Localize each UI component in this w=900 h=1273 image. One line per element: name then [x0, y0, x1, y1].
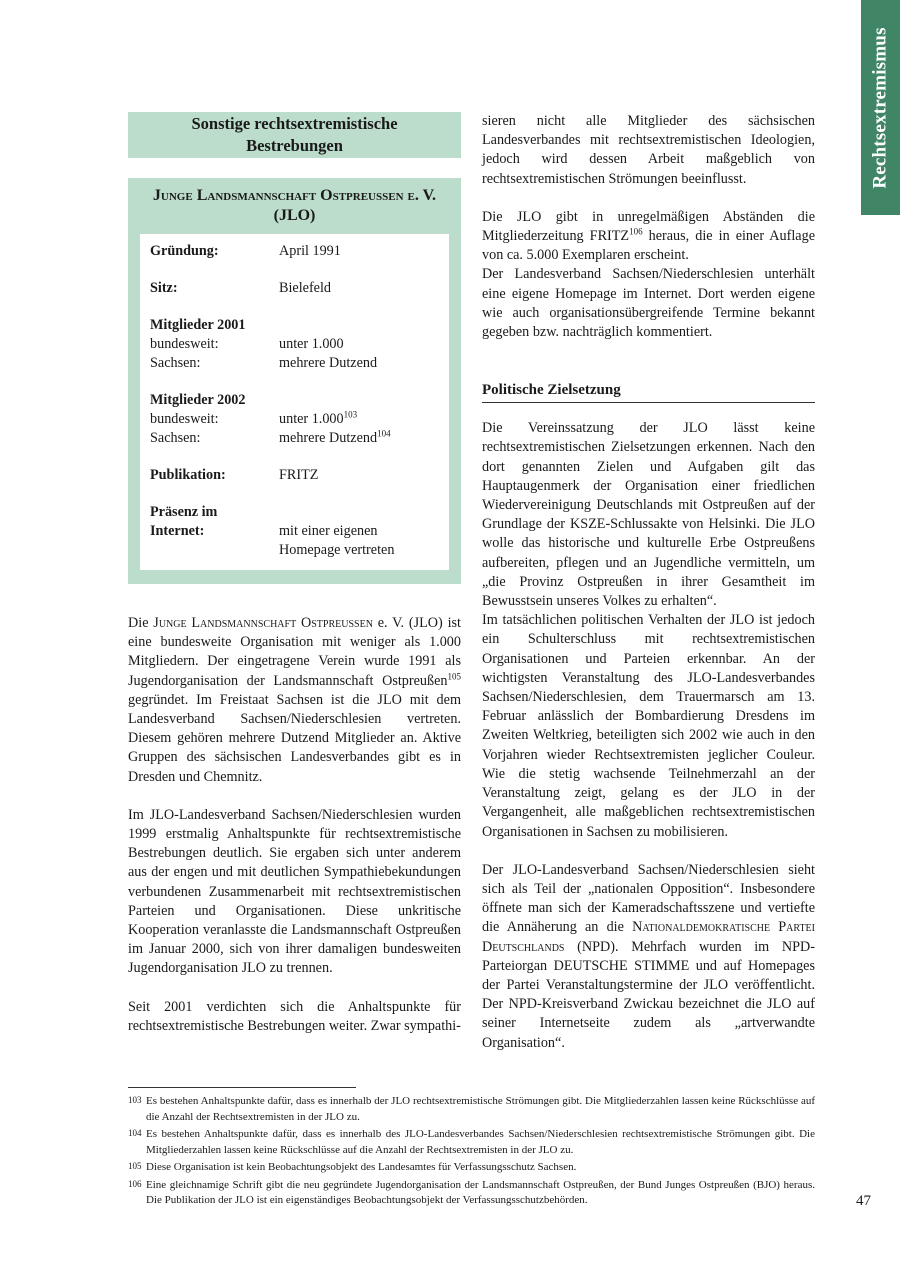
page-number: 47 — [856, 1193, 871, 1209]
footnote-106 — [128, 1178, 815, 1209]
footnote-ref-106[interactable]: 106 — [629, 226, 643, 237]
right-p6-b: (NPD). Mehrfach wurden im NPD-Parteiorgan DEUTSCHE STIMME und auf Homepages der Partei Veranstaltungstermine der JLO veröffentlicht. Der NPD-Kreisverband Zwickau bezeichnet die JLO auf seiner Internetseite zudem als „artverwandte Organisation“. — [482, 938, 815, 1051]
members-2002-label: Mitglieder 2002 — [150, 392, 246, 408]
seat-value: Bielefeld — [279, 280, 331, 296]
left-paragraph-1 — [128, 614, 461, 787]
internet-value — [279, 522, 439, 560]
right-p2-a: Die JLO gibt in unregelmäßigen Abständen die Mitgliederzeitung FRITZ — [482, 208, 815, 245]
members-2002-saxony-value — [279, 429, 439, 448]
members-2001-federal-label: bundesweit: — [150, 336, 219, 352]
footnote-number: 103 — [128, 1095, 142, 1105]
members-2002-federal-text: unter 1.000 — [279, 411, 344, 427]
left-p1-a: Die — [128, 615, 154, 631]
left-p1-org: Junge Landsmannschaft Ostpreußen — [153, 615, 373, 631]
members-2002-federal-row — [150, 410, 439, 429]
footnote-105 — [128, 1160, 815, 1176]
footnotes — [128, 1087, 815, 1211]
infobox-title — [140, 186, 449, 226]
infobox-title-line1: Junge Landsmannschaft Ostpreußen e. V. — [152, 187, 437, 204]
members-2001-label: Mitglieder 2001 — [150, 317, 246, 333]
publication-row — [150, 466, 439, 485]
section-heading-line1: Sonstige rechtsextremistische — [191, 114, 398, 133]
founding-value: April 1991 — [279, 243, 341, 259]
left-paragraph-3: Seit 2001 verdichten sich die Anhaltspunkte für rechtsextremistische Bestrebungen weiter. Zwar sympathi- — [128, 998, 461, 1034]
right-paragraph-1: sieren nicht alle Mitglieder des sächsischen Landesverbandes mit rechtsextremistischen Ideologien, jedoch wird dessen Arbeit maßgeblich von rechtsextremistischen Strömungen beeinflusst. — [482, 113, 815, 187]
internet-value-line2: Homepage vertreten — [279, 542, 395, 558]
right-paragraph-5: Im tatsächlichen politischen Verhalten der JLO ist jedoch ein Schulterschluss mit rechtsextremistischen Organisationen und Parteien erkennbar. An der wichtigsten Veranstaltung des JLO-Landesverbandes Sachsen/Niederschlesien, dem Trauermarsch am 13. Februar anlässlich der Bombardierung Dresdens im Zweiten Weltkrieg, beteiligten sich 2002 wie auch in den Vorjahren wieder Rechtsextremisten jeglicher Couleur. Wie die stetig wachsende Teilnehmerzahl an der Veranstaltung zeigt, gelang es der JLO in der Vergangenheit, alle maßgeblichen rechtsextremistischen Organisationen in Sachsen zu mobilisieren. — [482, 612, 815, 840]
members-2002-federal-label: bundesweit: — [150, 411, 219, 427]
section-heading — [128, 112, 461, 158]
footnote-103 — [128, 1094, 815, 1125]
publication-value: FRITZ — [279, 467, 319, 483]
members-2002-federal-value — [279, 410, 439, 429]
internet-value-line1: mit einer eigenen — [279, 523, 378, 539]
side-tab-label: Rechtsextremismus — [869, 26, 891, 189]
right-paragraph-2 — [482, 208, 815, 266]
publication-label: Publikation: — [150, 467, 226, 483]
members-2001-federal-row — [150, 335, 439, 354]
right-paragraph-3: Der Landesverband Sachsen/Niederschlesien unterhält eine eigene Homepage im Internet. Dort werden eigene wie auch organisationsübergreifende Termine bekannt gegeben bzw. nachträglich kommentiert. — [482, 266, 815, 341]
section-heading-line2: Bestrebungen — [246, 136, 343, 155]
founding-label: Gründung: — [150, 243, 219, 259]
internet-label-line1: Präsenz im — [150, 504, 218, 520]
footnote-ref-103[interactable]: 103 — [343, 409, 358, 420]
members-2001-federal-value: unter 1.000 — [279, 336, 344, 352]
side-tab — [861, 0, 900, 215]
footnote-text: Diese Organisation ist kein Beobachtungsobjekt des Landesamtes für Verfassungsschutz Sachsen. — [146, 1161, 577, 1173]
footnote-text: Es bestehen Anhaltspunkte dafür, dass es innerhalb des JLO-Landesverbandes Sachsen/Niederschlesien rechtsextremistische Strömungen gibt. Die Mitgliederzahlen lassen keine Rückschlüsse auf die Anzahl der Rechtsextremisten in der JLO zu. — [146, 1128, 815, 1156]
footnote-number: 106 — [128, 1178, 142, 1189]
internet-label-line2: Internet: — [150, 523, 205, 539]
footnote-ref-104[interactable]: 104 — [377, 428, 391, 439]
footnote-number: 105 — [128, 1161, 142, 1171]
right-paragraph-6 — [482, 861, 815, 1053]
organization-infobox — [128, 178, 461, 584]
footnote-ref-105[interactable]: 105 — [447, 670, 461, 681]
members-2001-saxony-row — [150, 354, 439, 373]
internet-row — [150, 522, 439, 560]
footnote-number: 104 — [128, 1128, 142, 1138]
left-column — [128, 112, 461, 1036]
members-2001-saxony-label: Sachsen: — [150, 355, 201, 371]
members-2001-saxony-value: mehrere Dutzend — [279, 355, 378, 371]
infobox-title-line2: (JLO) — [273, 207, 316, 224]
seat-row — [150, 279, 439, 298]
seat-label: Sitz: — [150, 280, 178, 296]
members-2002-saxony-row — [150, 429, 439, 448]
political-goals-heading: Politische Zielsetzung — [482, 380, 815, 403]
right-column — [482, 112, 815, 1053]
footnote-rule — [128, 1087, 356, 1088]
footnote-104 — [128, 1127, 815, 1158]
footnote-text: Es bestehen Anhaltspunkte dafür, dass es innerhalb der JLO rechtsextremistische Strömungen gibt. Die Mitgliederzahlen lassen keine Rückschlüsse auf die Anzahl der Rechtsextremisten in der JLO zu. — [146, 1095, 815, 1123]
right-p6-org: Nationaldemokratische Partei Deutschlands — [482, 919, 815, 955]
members-2002-saxony-text: mehrere Dutzend — [279, 430, 378, 446]
right-p6-a: Der JLO-Landesverband Sachsen/Niederschlesien sieht sich als Teil der „nationalen Opposition“. Insbesondere öffnete man sich der Kameradschaftsszene und vertiefte die Annäherung an die — [482, 861, 815, 936]
left-paragraph-2: Im JLO-Landesverband Sachsen/Niederschlesien wurden 1999 erstmalig Anhaltspunkte für rechtsextremistische Bestrebungen deutlich. Sie ergaben sich unter anderem aus der engen und mit deutlichen Sympathiebekundungen verbundenen Zusammenarbeit mit rechtsextremistischen Parteien und Organisationen. Diese unkritische Kooperation veranlasste die Landsmannschaft Ostpreußen im Januar 2000, sich von ihrer damaligen bundesweiten Jugendorganisation JLO zu trennen. — [128, 806, 461, 977]
founding-row — [150, 242, 439, 261]
right-p2-b: heraus, die in einer Auflage von ca. 5.000 Exemplaren erscheint. — [482, 228, 815, 264]
right-paragraph-4: Die Vereinssatzung der JLO lässt keine rechtsextremistischen Zielsetzungen erkennen. Nach den dort genannten Zielen und Aufgaben gilt das Hauptaugenmerk der Organisation einer friedlichen Wiedervereinigung Deutschlands mit Ostpreußen auf der Grundlage der KSZE-Schlussakte von Helsinki. Die JLO wolle das historische und kulturelle Erbe Ostpreußens aufbereiten, pflegen und an Jugendliche vermitteln, um „die Provinz Ostpreußen in ihrer Gesamtheit im Bewusstsein unseres Volkes zu erhalten“. — [482, 420, 815, 610]
members-2002-saxony-label: Sachsen: — [150, 430, 201, 446]
footnote-text: Eine gleichnamige Schrift gibt die neu gegründete Jugendorganisation der Landsmannschaft Ostpreußen, der Bund Junges Ostpreußen (BJO) heraus. Die Publikation der JLO ist ein eigenständiges Beobachtungsobjekt der Verfassungsschutzbehörden. — [146, 1178, 815, 1206]
infobox-body — [140, 234, 449, 570]
left-p1-b: e. V. (JLO) ist eine bundesweite Organisation mit weniger als 1.000 Mitgliedern. Der eingetragene Verein wurde 1991 als Jugendorganisation der Landsmannschaft Ostpreußen — [128, 615, 461, 689]
left-p1-c: gegründet. Im Freistaat Sachsen ist die JLO mit dem Landesverband Sachsen/Niederschlesien vertreten. Diesem gehören mehrere Dutzend Mitglieder an. Aktive Gruppen des sächsischen Landesverbandes gibt es in Dresden und Chemnitz. — [128, 691, 461, 785]
